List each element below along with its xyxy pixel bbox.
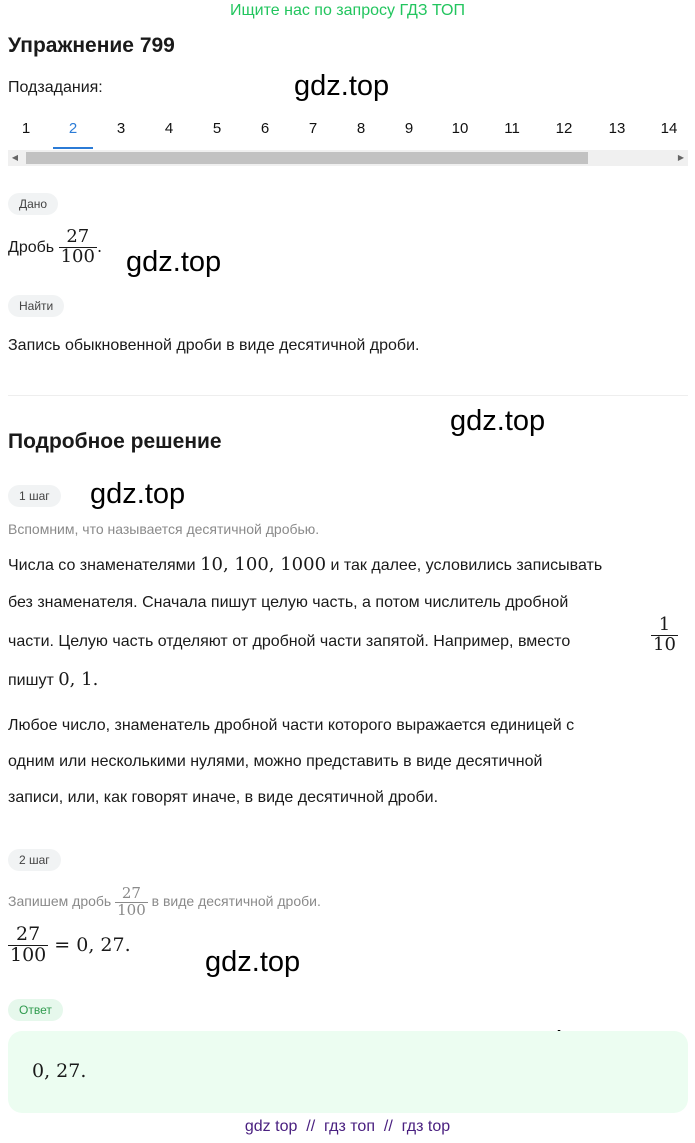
fraction-numerator: 27 <box>66 226 90 248</box>
given-suffix: . <box>96 237 103 256</box>
answer-badge: Ответ <box>8 999 63 1021</box>
divider <box>8 395 688 396</box>
answer-value: 0, 27. <box>32 1060 87 1082</box>
tab-7[interactable]: 7 <box>308 120 318 137</box>
given-text <box>8 222 102 273</box>
answer-box <box>8 1031 688 1113</box>
step2-equation <box>8 925 131 966</box>
scroll-left-icon[interactable]: ◀ <box>11 153 19 162</box>
subtasks-label: Подзадания: <box>8 79 103 96</box>
watermark: gdz.top <box>90 478 186 510</box>
text-fragment: Запишем дробь <box>8 893 112 909</box>
example-fraction <box>651 616 678 655</box>
tab-2[interactable]: 2 <box>68 120 78 137</box>
watermark: gdz.top <box>450 405 546 437</box>
step1-line3: части. Целую часть отделяют от дробной части запятой. Например, вместо <box>8 633 571 650</box>
math-value: 0, 1. <box>58 669 99 690</box>
fraction-denominator: 100 <box>117 900 146 919</box>
tab-8[interactable]: 8 <box>356 120 366 137</box>
step1-p2-line2: одним или несколькими нулями, можно представить в виде десятичной <box>8 753 543 770</box>
text-fragment: в виде десятичной дроби. <box>151 893 321 909</box>
step1-line1 <box>8 547 602 584</box>
given-fraction <box>59 228 97 267</box>
step2-hint <box>8 878 321 924</box>
fraction-numerator: 27 <box>121 884 141 903</box>
watermark: gdz.top <box>126 246 222 278</box>
tab-3[interactable]: 3 <box>116 120 126 137</box>
step1-badge: 1 шаг <box>8 485 61 507</box>
fraction-denominator: 100 <box>10 943 47 966</box>
find-text: Запись обыкновенной дроби в виде десятичной дроби. <box>8 337 420 354</box>
watermark: gdz.top <box>294 70 390 102</box>
find-badge: Найти <box>8 295 64 317</box>
solution-title: Подробное решение <box>8 430 222 453</box>
step1-p2-line3: записи, или, как говорят иначе, в виде десятичной дроби. <box>8 789 439 806</box>
tab-10[interactable]: 10 <box>451 120 469 137</box>
tab-1[interactable]: 1 <box>21 120 31 137</box>
text-fragment: Числа со знаменателями <box>8 557 196 574</box>
text-fragment: и так далее, условились записывать <box>330 557 603 574</box>
promo-banner: Ищите нас по запросу ГДЗ ТОП <box>230 2 465 19</box>
step1-hint: Вспомним, что называется десятичной дробью. <box>8 521 320 537</box>
exercise-title: Упражнение 799 <box>8 34 175 57</box>
fraction-denominator: 100 <box>60 246 95 268</box>
given-badge: Дано <box>8 193 58 215</box>
tab-6[interactable]: 6 <box>260 120 270 137</box>
tab-12[interactable]: 12 <box>555 120 573 137</box>
step2-badge: 2 шаг <box>8 849 61 871</box>
fraction-numerator: 1 <box>658 614 671 635</box>
scrollbar-thumb[interactable] <box>26 152 588 164</box>
footer-links[interactable]: gdz top // гдз топ // гдз top <box>244 1118 451 1135</box>
step1-line2: без знаменателя. Сначала пишут целую часть, а потом числитель дробной <box>8 594 569 611</box>
tab-9[interactable]: 9 <box>404 120 414 137</box>
text-fragment: пишут <box>8 672 54 689</box>
step1-p2-line1: Любое число, знаменатель дробной части которого выражается единицей с <box>8 717 575 734</box>
scroll-right-icon[interactable]: ▶ <box>677 153 685 162</box>
tab-13[interactable]: 13 <box>608 120 626 137</box>
math-denominators: 10, 100, 1000 <box>200 554 327 575</box>
equation-result: = 0, 27. <box>54 934 131 957</box>
given-prefix: Дробь <box>8 239 55 256</box>
watermark: gdz.top <box>205 946 301 978</box>
fraction-denominator: 10 <box>653 633 676 655</box>
equation-fraction <box>8 925 48 966</box>
step1-line4 <box>8 662 98 699</box>
fraction <box>651 616 678 655</box>
active-tab-indicator <box>53 147 93 149</box>
tab-5[interactable]: 5 <box>212 120 222 137</box>
tab-11[interactable]: 11 <box>504 120 520 137</box>
hint-fraction <box>115 886 148 919</box>
tabs-scrollbar[interactable] <box>8 150 688 166</box>
tab-14[interactable]: 14 <box>660 120 678 137</box>
tab-4[interactable]: 4 <box>164 120 174 137</box>
subtask-tabs <box>8 114 688 150</box>
fraction-numerator: 27 <box>16 923 41 945</box>
